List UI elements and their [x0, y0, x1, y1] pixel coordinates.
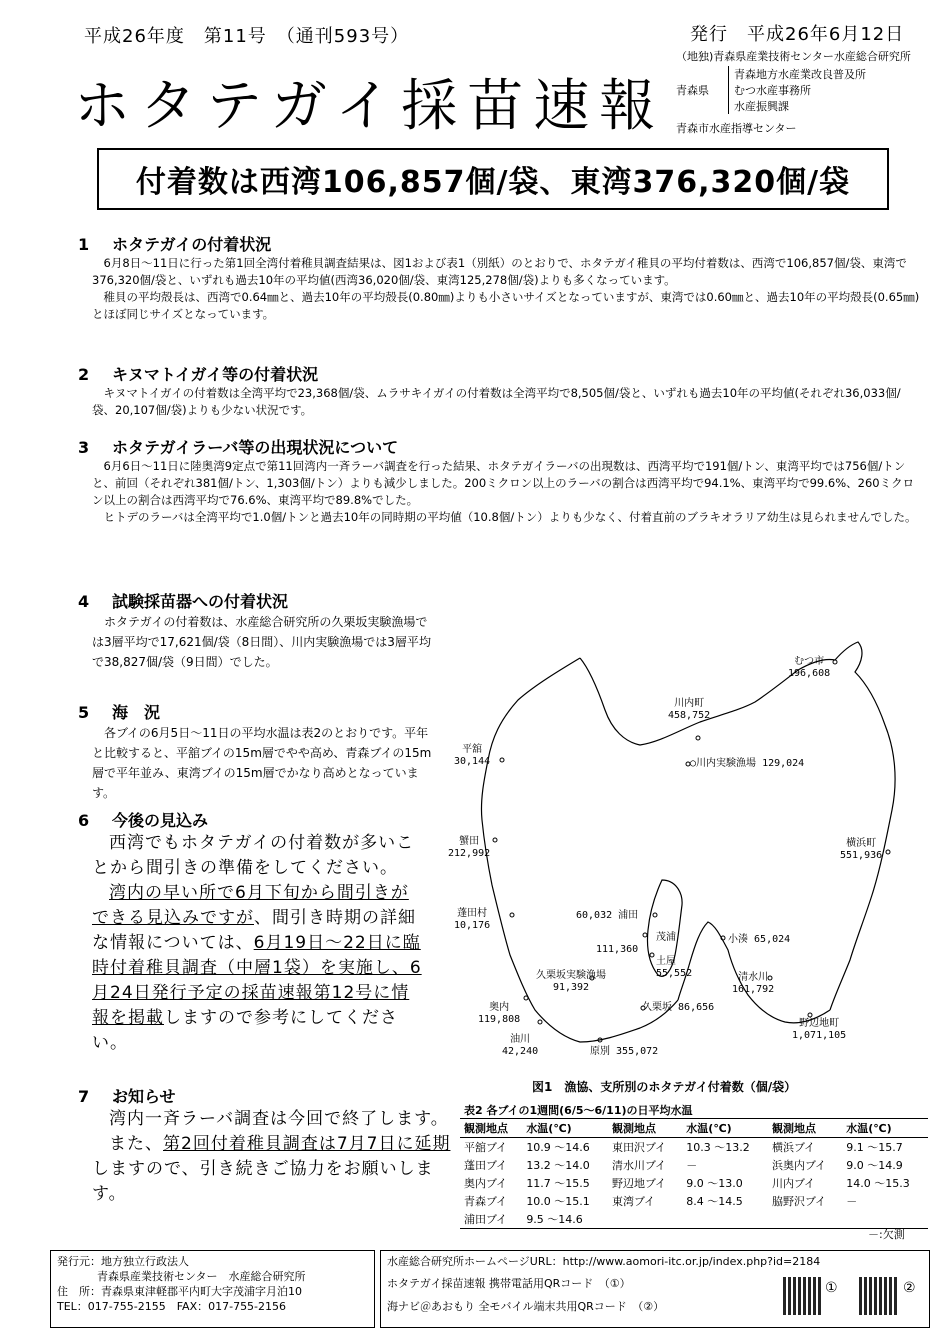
- section-title: 海 況: [112, 703, 161, 722]
- qr-label-2: ②: [903, 1280, 916, 1296]
- section-title: ホタテガイの付着状況: [112, 235, 272, 254]
- section-heading: [78, 1084, 463, 1107]
- publisher-org-2: 青森地方水産業改良普及所: [734, 68, 866, 81]
- map-label-yomogita: 蓬田村 10,176: [454, 908, 491, 931]
- map-label-kawauchi-lab: ○川内実験漁場 129,024: [690, 758, 805, 769]
- section-number: 1: [78, 235, 90, 254]
- section-number: 6: [78, 811, 90, 830]
- map-label-kuribazaka: 久栗坂 86,656: [642, 1002, 715, 1013]
- map-label-kawauchi: 川内町 458,752: [668, 698, 711, 721]
- section-title: 試験採苗器への付着状況: [112, 592, 289, 611]
- paragraph: [92, 881, 423, 1056]
- table-row: 奥内ブイ 11.7 ～15.5 野辺地ブイ 9.0 ～13.0 川内ブイ 14.0 ～15.3: [464, 1177, 910, 1190]
- column-header: 観測地点: [768, 1119, 842, 1138]
- footer-links: [380, 1250, 930, 1328]
- section-title: 今後の見込み: [112, 811, 209, 830]
- table-row: 青森ブイ 10.0 ～15.1 東湾ブイ 8.4 ～14.5 脇野沢ブイ －: [464, 1195, 858, 1208]
- section-title: ホタテガイラーバ等の出現状況について: [112, 438, 399, 457]
- paragraph: 6月6日～11日に陸奥湾9定点で第11回湾内一斉ラーバ調査を行った結果、ホタテガイラーバの出現数は、西湾平均で191個/トン、東湾平均では756個/トンと、前回（それぞれ381個/トン、1,303個/トン）よりも減少しました。200ミクロン以上のラーバの割合は西湾平均で94.1%、東湾平均で99.6%、260ミクロン以上の割合は西湾平均で76.6%、東湾平均で89.8%でした。: [92, 459, 915, 507]
- footer-line: TEL：017-755-2155 FAX：017-755-2156: [57, 1300, 287, 1313]
- table-row: 浦田ブイ 9.5 ～14.6: [460, 1210, 928, 1229]
- section-title: お知らせ: [112, 1087, 176, 1106]
- text: しますので参考にしてください。: [92, 1008, 398, 1053]
- table-row: 平舘ブイ 10.9 ～14.6 東田沢ブイ 10.3 ～13.2 横浜ブイ 9.1 ～15.7: [464, 1141, 903, 1154]
- map-labels: [440, 630, 930, 1075]
- map-label-shimizugawa: 清水川 161,792: [732, 972, 775, 995]
- qr-code-2[interactable]: [859, 1277, 897, 1315]
- section-number: 7: [78, 1087, 90, 1106]
- footer-line: 青森県産業技術センター 水産総合研究所: [97, 1270, 306, 1283]
- section-heading: [78, 589, 433, 612]
- footer-line: ホタテガイ採苗速報 携帯電話用QRコード （①）: [387, 1277, 631, 1290]
- section-heading: [78, 435, 923, 458]
- homepage-url[interactable]: 水産総合研究所ホームページURL：http://www.aomori-itc.or.jp/index.php?id=2184: [387, 1255, 821, 1268]
- paragraph: 各ブイの6月5日～11日の平均水温は表2のとおりです。平年と比較すると、平舘ブイの15m層でやや高め、青森ブイの15m層で平年並み、東湾ブイの15m層でかなり高めとなっています。: [92, 726, 432, 800]
- section-5: [78, 700, 433, 803]
- publisher-pref: 青森県: [676, 84, 709, 97]
- page-title: ホタテガイ採苗速報: [74, 74, 666, 139]
- publisher-org-4: 水産振興課: [734, 100, 789, 113]
- issue-number: 平成26年度 第11号 （通刊593号）: [84, 26, 410, 47]
- section-number: 4: [78, 592, 90, 611]
- footer-line: 住 所：青森県東津軽郡平内町大字茂浦字月泊10: [57, 1285, 302, 1298]
- map-label-noheji: 野辺地町 1,071,105: [792, 1018, 847, 1041]
- water-temp-table: [460, 1118, 928, 1229]
- map-label-tsuchiya: 土屋 55,552: [656, 956, 693, 979]
- publisher-org-5: 青森市水産指導センター: [676, 122, 797, 135]
- text: しますので、引き続きご協力をお願いします。: [92, 1159, 434, 1204]
- headline-text: 付着数は西湾106,857個/袋、東湾376,320個/袋: [135, 165, 851, 200]
- section-6: [78, 808, 423, 1056]
- column-header: 水温(℃): [682, 1119, 768, 1138]
- paragraph: 稚貝の平均殻長は、西湾で0.64㎜と、過去10年の平均殻長(0.80㎜)よりも小さいサイズとなっていますが、東湾では0.60㎜と、過去10年の平均殻長(0.65㎜)とほぼ同じサイズとなっています。: [92, 290, 920, 321]
- section-3: [78, 435, 923, 526]
- section-number: 3: [78, 438, 90, 457]
- org-divider: [728, 66, 729, 114]
- headline: [97, 148, 889, 210]
- map-label-yokohama: 横浜町 551,936: [840, 838, 883, 861]
- table-row: 蓬田ブイ 13.2 ～14.0 清水川ブイ － 浜奥内ブイ 9.0 ～14.9: [464, 1159, 903, 1172]
- underlined-text: 湾内の早い所で6月下旬から間引きができる見込みですが: [92, 883, 409, 928]
- map-label-kanita: 蟹田 212,992: [448, 836, 491, 859]
- table-note: －:欠測: [868, 1228, 905, 1241]
- section-heading: [78, 232, 923, 255]
- paragraph: ホタテガイの付着数は、水産総合研究所の久栗坂実験漁場では3層平均で17,621個/袋（8日間）、川内実験漁場では3層平均で38,827個/袋（9日間）でした。: [92, 615, 431, 669]
- underlined-text: 第2回付着稚貝調査は7月7日に延期: [163, 1134, 451, 1154]
- section-number: 5: [78, 703, 90, 722]
- publication-date: 発行 平成26年6月12日: [690, 24, 905, 45]
- section-title: キヌマトイガイ等の付着状況: [112, 365, 319, 384]
- paragraph: ヒトデのラーバは全湾平均で1.0個/トンと過去10年の同時期の平均値（10.8個/トン）よりも少なく、付着直前のブラキオラリア幼生は見られませんでした。: [103, 510, 917, 524]
- column-header: 水温(℃): [842, 1119, 928, 1138]
- map-label-kuribazaka-lab: 久栗坂実験漁場 91,392: [536, 970, 606, 993]
- qr-code-1[interactable]: [783, 1277, 821, 1315]
- table-title: 表2 各ブイの1週間(6/5～6/11)の日平均水温: [464, 1104, 693, 1117]
- qr-label-1: ①: [825, 1280, 838, 1296]
- map-label-kominato: 小湊 65,024: [728, 934, 791, 945]
- map-label-tairadate: 平舘 30,144: [454, 744, 491, 767]
- text: また、: [109, 1134, 163, 1154]
- section-4: [78, 589, 433, 672]
- underlined-text: 6月19日～22日に臨時付着稚貝調査（中層1袋）を実施し、6月24日発行予定の採苗速報第12号に情報を掲載: [92, 933, 422, 1028]
- paragraph: 6月8日～11日に行った第1回全湾付着稚貝調査結果は、図1および表1（別紙）のとおりで、ホタテガイ稚貝の平均付着数は、西湾で106,857個/袋、東湾で376,320個/袋と、いずれも過去10年の平均値(西湾36,020個/袋、東湾125,278個/袋)よりも多くなっています。: [92, 256, 907, 287]
- section-number: 2: [78, 365, 90, 384]
- section-7: [78, 1084, 463, 1207]
- map-caption: 図1 漁協、支所別のホタテガイ付着数（個/袋）: [532, 1080, 797, 1094]
- map-label-mutsu: むつ市 196,608: [788, 656, 831, 679]
- map-label-okunai: 奥内 119,808: [478, 1002, 521, 1025]
- map-label-aburakawa: 油川 42,240: [502, 1034, 539, 1057]
- footer-line: 発行元：地方独立行政法人: [57, 1255, 189, 1268]
- section-heading: [78, 808, 423, 831]
- table-header-row: [460, 1119, 928, 1138]
- section-2: [78, 362, 923, 419]
- section-1: [78, 232, 923, 323]
- publisher-org: （地独)青森県産業技術センター水産総合研究所: [676, 50, 911, 63]
- column-header: 水温(℃): [522, 1119, 608, 1138]
- footer-line: 海ナビ＠あおもり 全モバイル端末共用QRコード （②）: [387, 1300, 665, 1313]
- column-header: 観測地点: [460, 1119, 522, 1138]
- paragraph: 湾内一斉ラーバ調査は今回で終了します。: [109, 1109, 449, 1129]
- paragraph: 西湾でもホタテガイの付着数が多いことから間引きの準備をしてください。: [92, 833, 415, 878]
- paragraph: [92, 1132, 463, 1207]
- column-header: 観測地点: [608, 1119, 682, 1138]
- text: 、間引き時期の詳細な情報については、: [92, 908, 416, 953]
- paragraph: キヌマトイガイの付着数は全湾平均で23,368個/袋、ムラサキイガイの付着数は全湾平均で8,505個/袋と、いずれも過去10年の平均値(それぞれ36,033個/袋、20,107個/袋)よりも少ない状況です。: [92, 386, 901, 417]
- section-heading: [78, 700, 433, 723]
- publisher-org-3: むつ水産事務所: [734, 84, 811, 97]
- map-label-moura: 茂浦 111,360: [596, 932, 676, 955]
- footer-publisher: [50, 1250, 375, 1328]
- map-label-harabetsu: 原別 355,072: [590, 1046, 659, 1057]
- section-heading: [78, 362, 923, 385]
- map-label-urata: 60,032 浦田: [576, 910, 639, 921]
